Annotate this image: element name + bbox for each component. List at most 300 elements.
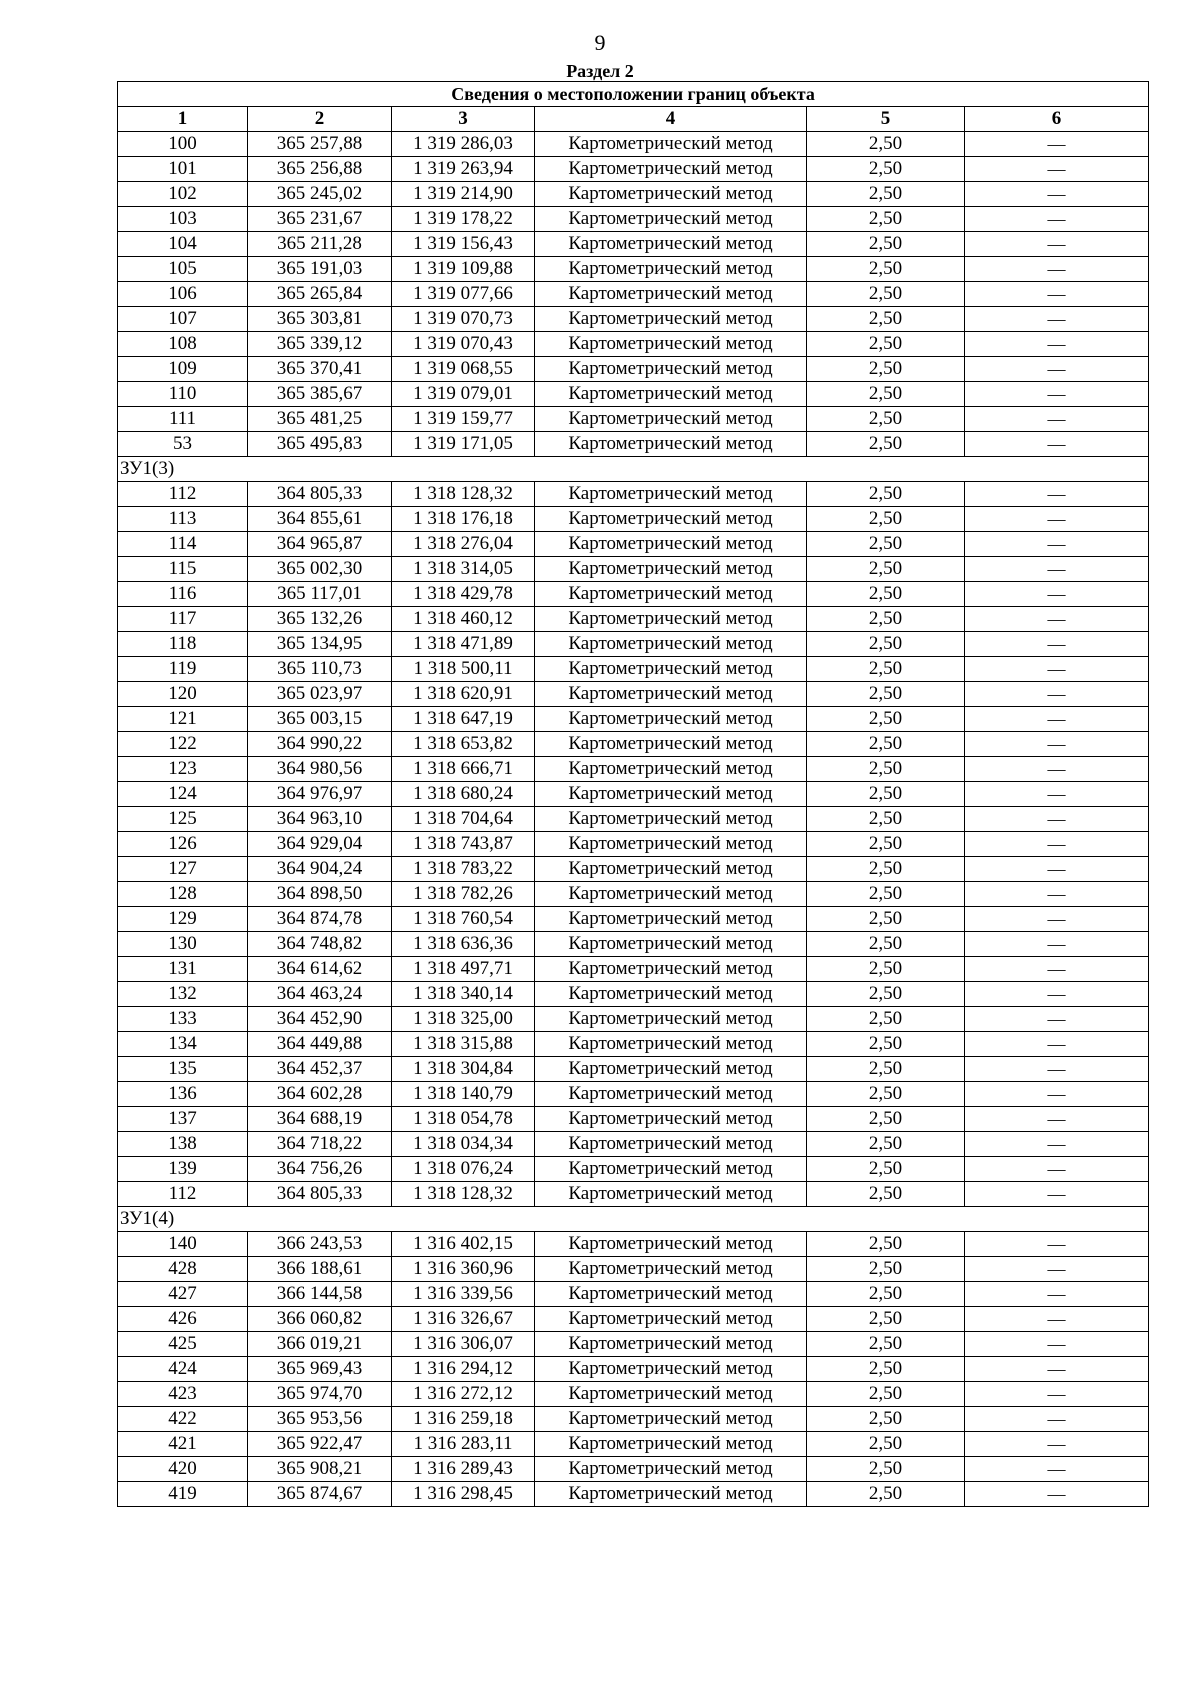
- accuracy-cell: 2,50: [807, 1282, 965, 1307]
- accuracy-cell: 2,50: [807, 182, 965, 207]
- x-coordinate-cell: 365 257,88: [248, 132, 392, 157]
- description-cell: —: [965, 432, 1149, 457]
- x-coordinate-cell: 364 449,88: [248, 1032, 392, 1057]
- x-coordinate-cell: 365 231,67: [248, 207, 392, 232]
- x-coordinate-cell: 365 974,70: [248, 1382, 392, 1407]
- method-cell: Картометрический метод: [535, 157, 807, 182]
- y-coordinate-cell: 1 318 783,22: [392, 857, 535, 882]
- accuracy-cell: 2,50: [807, 1082, 965, 1107]
- y-coordinate-cell: 1 319 068,55: [392, 357, 535, 382]
- accuracy-cell: 2,50: [807, 1382, 965, 1407]
- accuracy-cell: 2,50: [807, 1132, 965, 1157]
- description-cell: —: [965, 357, 1149, 382]
- accuracy-cell: 2,50: [807, 507, 965, 532]
- point-number-cell: 137: [118, 1107, 248, 1132]
- y-coordinate-cell: 1 316 259,18: [392, 1407, 535, 1432]
- description-cell: —: [965, 707, 1149, 732]
- y-coordinate-cell: 1 318 680,24: [392, 782, 535, 807]
- y-coordinate-cell: 1 316 272,12: [392, 1382, 535, 1407]
- point-number-cell: 116: [118, 582, 248, 607]
- table-row: [118, 232, 1149, 257]
- y-coordinate-cell: 1 316 326,67: [392, 1307, 535, 1332]
- table-row: [118, 632, 1149, 657]
- table-row: [118, 1057, 1149, 1082]
- accuracy-cell: 2,50: [807, 1057, 965, 1082]
- table-row: [118, 1132, 1149, 1157]
- accuracy-cell: 2,50: [807, 207, 965, 232]
- method-cell: Картометрический метод: [535, 1132, 807, 1157]
- description-cell: —: [965, 257, 1149, 282]
- method-cell: Картометрический метод: [535, 1032, 807, 1057]
- accuracy-cell: 2,50: [807, 1032, 965, 1057]
- table-row: [118, 1082, 1149, 1107]
- table-row: [118, 832, 1149, 857]
- y-coordinate-cell: 1 318 276,04: [392, 532, 535, 557]
- point-number-cell: 427: [118, 1282, 248, 1307]
- y-coordinate-cell: 1 319 070,43: [392, 332, 535, 357]
- y-coordinate-cell: 1 316 294,12: [392, 1357, 535, 1382]
- description-cell: —: [965, 207, 1149, 232]
- accuracy-cell: 2,50: [807, 782, 965, 807]
- x-coordinate-cell: 365 481,25: [248, 407, 392, 432]
- method-cell: Картометрический метод: [535, 1257, 807, 1282]
- table-row: [118, 1282, 1149, 1307]
- accuracy-cell: 2,50: [807, 757, 965, 782]
- accuracy-cell: 2,50: [807, 282, 965, 307]
- method-cell: Картометрический метод: [535, 1182, 807, 1207]
- y-coordinate-cell: 1 318 500,11: [392, 657, 535, 682]
- table-row: [118, 332, 1149, 357]
- x-coordinate-cell: 364 748,82: [248, 932, 392, 957]
- y-coordinate-cell: 1 318 429,78: [392, 582, 535, 607]
- accuracy-cell: 2,50: [807, 1182, 965, 1207]
- accuracy-cell: 2,50: [807, 732, 965, 757]
- y-coordinate-cell: 1 319 171,05: [392, 432, 535, 457]
- accuracy-cell: 2,50: [807, 857, 965, 882]
- accuracy-cell: 2,50: [807, 882, 965, 907]
- point-number-cell: 109: [118, 357, 248, 382]
- accuracy-cell: 2,50: [807, 682, 965, 707]
- point-number-cell: 425: [118, 1332, 248, 1357]
- table-row: [118, 182, 1149, 207]
- y-coordinate-cell: 1 318 315,88: [392, 1032, 535, 1057]
- x-coordinate-cell: 365 002,30: [248, 557, 392, 582]
- description-cell: —: [965, 557, 1149, 582]
- y-coordinate-cell: 1 318 666,71: [392, 757, 535, 782]
- description-cell: —: [965, 1057, 1149, 1082]
- point-number-cell: 114: [118, 532, 248, 557]
- x-coordinate-cell: 364 688,19: [248, 1107, 392, 1132]
- x-coordinate-cell: 366 060,82: [248, 1307, 392, 1332]
- table-row: [118, 1407, 1149, 1432]
- y-coordinate-cell: 1 318 497,71: [392, 957, 535, 982]
- table-row: [118, 1432, 1149, 1457]
- table-row: [118, 1357, 1149, 1382]
- point-number-cell: 138: [118, 1132, 248, 1157]
- x-coordinate-cell: 365 922,47: [248, 1432, 392, 1457]
- x-coordinate-cell: 364 463,24: [248, 982, 392, 1007]
- accuracy-cell: 2,50: [807, 232, 965, 257]
- description-cell: —: [965, 1382, 1149, 1407]
- description-cell: —: [965, 982, 1149, 1007]
- method-cell: Картометрический метод: [535, 1157, 807, 1182]
- x-coordinate-cell: 366 188,61: [248, 1257, 392, 1282]
- table-row: [118, 1482, 1149, 1507]
- x-coordinate-cell: 364 718,22: [248, 1132, 392, 1157]
- table-row: [118, 207, 1149, 232]
- accuracy-cell: 2,50: [807, 532, 965, 557]
- method-cell: Картометрический метод: [535, 757, 807, 782]
- description-cell: —: [965, 782, 1149, 807]
- column-header: 5: [807, 107, 965, 132]
- description-cell: —: [965, 1132, 1149, 1157]
- column-header: 6: [965, 107, 1149, 132]
- point-number-cell: 139: [118, 1157, 248, 1182]
- x-coordinate-cell: 366 243,53: [248, 1232, 392, 1257]
- accuracy-cell: 2,50: [807, 557, 965, 582]
- point-number-cell: 123: [118, 757, 248, 782]
- point-number-cell: 136: [118, 1082, 248, 1107]
- accuracy-cell: 2,50: [807, 607, 965, 632]
- table-row: [118, 382, 1149, 407]
- method-cell: Картометрический метод: [535, 182, 807, 207]
- accuracy-cell: 2,50: [807, 482, 965, 507]
- accuracy-cell: 2,50: [807, 132, 965, 157]
- y-coordinate-cell: 1 319 070,73: [392, 307, 535, 332]
- method-cell: Картометрический метод: [535, 1332, 807, 1357]
- accuracy-cell: 2,50: [807, 982, 965, 1007]
- description-cell: —: [965, 1107, 1149, 1132]
- x-coordinate-cell: 364 990,22: [248, 732, 392, 757]
- method-cell: Картометрический метод: [535, 682, 807, 707]
- y-coordinate-cell: 1 318 782,26: [392, 882, 535, 907]
- table-row: [118, 1307, 1149, 1332]
- y-coordinate-cell: 1 318 636,36: [392, 932, 535, 957]
- accuracy-cell: 2,50: [807, 1307, 965, 1332]
- x-coordinate-cell: 365 908,21: [248, 1457, 392, 1482]
- x-coordinate-cell: 365 265,84: [248, 282, 392, 307]
- description-cell: —: [965, 1257, 1149, 1282]
- x-coordinate-cell: 364 756,26: [248, 1157, 392, 1182]
- table-row: [118, 582, 1149, 607]
- group-row: [118, 457, 1149, 482]
- table-row: [118, 307, 1149, 332]
- description-cell: —: [965, 657, 1149, 682]
- x-coordinate-cell: 364 898,50: [248, 882, 392, 907]
- table-row: [118, 1457, 1149, 1482]
- x-coordinate-cell: 365 132,26: [248, 607, 392, 632]
- column-header: 3: [392, 107, 535, 132]
- x-coordinate-cell: 364 805,33: [248, 482, 392, 507]
- accuracy-cell: 2,50: [807, 957, 965, 982]
- accuracy-cell: 2,50: [807, 1332, 965, 1357]
- table-row: [118, 732, 1149, 757]
- accuracy-cell: 2,50: [807, 932, 965, 957]
- method-cell: Картометрический метод: [535, 132, 807, 157]
- method-cell: Картометрический метод: [535, 357, 807, 382]
- description-cell: —: [965, 407, 1149, 432]
- table-row: [118, 157, 1149, 182]
- accuracy-cell: 2,50: [807, 1482, 965, 1507]
- point-number-cell: 422: [118, 1407, 248, 1432]
- x-coordinate-cell: 364 874,78: [248, 907, 392, 932]
- description-cell: —: [965, 1457, 1149, 1482]
- accuracy-cell: 2,50: [807, 907, 965, 932]
- y-coordinate-cell: 1 316 289,43: [392, 1457, 535, 1482]
- method-cell: Картометрический метод: [535, 1007, 807, 1032]
- description-cell: —: [965, 157, 1149, 182]
- method-cell: Картометрический метод: [535, 1282, 807, 1307]
- column-header: 1: [118, 107, 248, 132]
- point-number-cell: 112: [118, 1182, 248, 1207]
- y-coordinate-cell: 1 318 054,78: [392, 1107, 535, 1132]
- x-coordinate-cell: 365 211,28: [248, 232, 392, 257]
- x-coordinate-cell: 365 953,56: [248, 1407, 392, 1432]
- y-coordinate-cell: 1 318 760,54: [392, 907, 535, 932]
- y-coordinate-cell: 1 319 109,88: [392, 257, 535, 282]
- point-number-cell: 102: [118, 182, 248, 207]
- y-coordinate-cell: 1 319 077,66: [392, 282, 535, 307]
- method-cell: Картометрический метод: [535, 1307, 807, 1332]
- x-coordinate-cell: 364 980,56: [248, 757, 392, 782]
- table-row: [118, 982, 1149, 1007]
- method-cell: Картометрический метод: [535, 307, 807, 332]
- method-cell: Картометрический метод: [535, 1357, 807, 1382]
- point-number-cell: 110: [118, 382, 248, 407]
- point-number-cell: 423: [118, 1382, 248, 1407]
- description-cell: —: [965, 1082, 1149, 1107]
- point-number-cell: 113: [118, 507, 248, 532]
- table-row: [118, 1382, 1149, 1407]
- table-row: [118, 407, 1149, 432]
- point-number-cell: 106: [118, 282, 248, 307]
- table-row: [118, 1032, 1149, 1057]
- point-number-cell: 428: [118, 1257, 248, 1282]
- accuracy-cell: 2,50: [807, 307, 965, 332]
- accuracy-cell: 2,50: [807, 1432, 965, 1457]
- point-number-cell: 53: [118, 432, 248, 457]
- table-row: [118, 857, 1149, 882]
- method-cell: Картометрический метод: [535, 982, 807, 1007]
- x-coordinate-cell: 366 019,21: [248, 1332, 392, 1357]
- method-cell: Картометрический метод: [535, 907, 807, 932]
- table-body: [118, 132, 1149, 1507]
- x-coordinate-cell: 365 191,03: [248, 257, 392, 282]
- description-cell: —: [965, 907, 1149, 932]
- x-coordinate-cell: 364 602,28: [248, 1082, 392, 1107]
- table-row: [118, 757, 1149, 782]
- description-cell: —: [965, 607, 1149, 632]
- accuracy-cell: 2,50: [807, 582, 965, 607]
- description-cell: —: [965, 1332, 1149, 1357]
- table-row: [118, 557, 1149, 582]
- method-cell: Картометрический метод: [535, 832, 807, 857]
- accuracy-cell: 2,50: [807, 332, 965, 357]
- table-row: [118, 707, 1149, 732]
- y-coordinate-cell: 1 318 176,18: [392, 507, 535, 532]
- y-coordinate-cell: 1 318 128,32: [392, 482, 535, 507]
- method-cell: Картометрический метод: [535, 582, 807, 607]
- table-row: [118, 482, 1149, 507]
- method-cell: Картометрический метод: [535, 1407, 807, 1432]
- x-coordinate-cell: 365 117,01: [248, 582, 392, 607]
- description-cell: —: [965, 1032, 1149, 1057]
- x-coordinate-cell: 365 134,95: [248, 632, 392, 657]
- description-cell: —: [965, 132, 1149, 157]
- point-number-cell: 126: [118, 832, 248, 857]
- table-row: [118, 532, 1149, 557]
- table-row: [118, 657, 1149, 682]
- accuracy-cell: 2,50: [807, 432, 965, 457]
- point-number-cell: 135: [118, 1057, 248, 1082]
- y-coordinate-cell: 1 316 360,96: [392, 1257, 535, 1282]
- method-cell: Картометрический метод: [535, 932, 807, 957]
- description-cell: —: [965, 332, 1149, 357]
- point-number-cell: 107: [118, 307, 248, 332]
- description-cell: —: [965, 1282, 1149, 1307]
- point-number-cell: 128: [118, 882, 248, 907]
- method-cell: Картометрический метод: [535, 732, 807, 757]
- method-cell: Картометрический метод: [535, 1082, 807, 1107]
- accuracy-cell: 2,50: [807, 157, 965, 182]
- table-row: [118, 957, 1149, 982]
- accuracy-cell: 2,50: [807, 257, 965, 282]
- method-cell: Картометрический метод: [535, 207, 807, 232]
- y-coordinate-cell: 1 316 283,11: [392, 1432, 535, 1457]
- table-row: [118, 907, 1149, 932]
- method-cell: Картометрический метод: [535, 1457, 807, 1482]
- y-coordinate-cell: 1 318 620,91: [392, 682, 535, 707]
- description-cell: —: [965, 932, 1149, 957]
- table-row: [118, 257, 1149, 282]
- description-cell: —: [965, 532, 1149, 557]
- method-cell: Картометрический метод: [535, 657, 807, 682]
- point-number-cell: 122: [118, 732, 248, 757]
- table-row: [118, 132, 1149, 157]
- point-number-cell: 100: [118, 132, 248, 157]
- y-coordinate-cell: 1 318 034,34: [392, 1132, 535, 1157]
- y-coordinate-cell: 1 318 653,82: [392, 732, 535, 757]
- accuracy-cell: 2,50: [807, 1157, 965, 1182]
- x-coordinate-cell: 364 855,61: [248, 507, 392, 532]
- method-cell: Картометрический метод: [535, 957, 807, 982]
- method-cell: Картометрический метод: [535, 782, 807, 807]
- table-row: [118, 357, 1149, 382]
- point-number-cell: 424: [118, 1357, 248, 1382]
- point-number-cell: 426: [118, 1307, 248, 1332]
- point-number-cell: 140: [118, 1232, 248, 1257]
- description-cell: —: [965, 882, 1149, 907]
- accuracy-cell: 2,50: [807, 632, 965, 657]
- table-row: [118, 282, 1149, 307]
- description-cell: —: [965, 1007, 1149, 1032]
- point-number-cell: 121: [118, 707, 248, 732]
- description-cell: —: [965, 1407, 1149, 1432]
- method-cell: Картометрический метод: [535, 1432, 807, 1457]
- description-cell: —: [965, 632, 1149, 657]
- x-coordinate-cell: 364 452,37: [248, 1057, 392, 1082]
- x-coordinate-cell: 364 965,87: [248, 532, 392, 557]
- x-coordinate-cell: 365 003,15: [248, 707, 392, 732]
- method-cell: Картометрический метод: [535, 857, 807, 882]
- point-number-cell: 117: [118, 607, 248, 632]
- description-cell: —: [965, 807, 1149, 832]
- y-coordinate-cell: 1 316 298,45: [392, 1482, 535, 1507]
- point-number-cell: 131: [118, 957, 248, 982]
- method-cell: Картометрический метод: [535, 607, 807, 632]
- method-cell: Картометрический метод: [535, 1232, 807, 1257]
- description-cell: —: [965, 757, 1149, 782]
- table-row: [118, 607, 1149, 632]
- table-row: [118, 1007, 1149, 1032]
- accuracy-cell: 2,50: [807, 357, 965, 382]
- point-number-cell: 115: [118, 557, 248, 582]
- x-coordinate-cell: 364 976,97: [248, 782, 392, 807]
- y-coordinate-cell: 1 318 647,19: [392, 707, 535, 732]
- description-cell: —: [965, 957, 1149, 982]
- point-number-cell: 118: [118, 632, 248, 657]
- point-number-cell: 101: [118, 157, 248, 182]
- description-cell: —: [965, 182, 1149, 207]
- y-coordinate-cell: 1 319 286,03: [392, 132, 535, 157]
- point-number-cell: 111: [118, 407, 248, 432]
- accuracy-cell: 2,50: [807, 1257, 965, 1282]
- y-coordinate-cell: 1 319 079,01: [392, 382, 535, 407]
- method-cell: Картометрический метод: [535, 707, 807, 732]
- point-number-cell: 420: [118, 1457, 248, 1482]
- page-number: 9: [594, 30, 606, 55]
- point-number-cell: 132: [118, 982, 248, 1007]
- point-number-cell: 127: [118, 857, 248, 882]
- description-cell: —: [965, 307, 1149, 332]
- x-coordinate-cell: 365 385,67: [248, 382, 392, 407]
- x-coordinate-cell: 365 874,67: [248, 1482, 392, 1507]
- method-cell: Картометрический метод: [535, 382, 807, 407]
- point-number-cell: 125: [118, 807, 248, 832]
- accuracy-cell: 2,50: [807, 1407, 965, 1432]
- x-coordinate-cell: 365 303,81: [248, 307, 392, 332]
- method-cell: Картометрический метод: [535, 332, 807, 357]
- description-cell: —: [965, 857, 1149, 882]
- description-cell: —: [965, 1482, 1149, 1507]
- x-coordinate-cell: 364 614,62: [248, 957, 392, 982]
- description-cell: —: [965, 1432, 1149, 1457]
- method-cell: Картометрический метод: [535, 257, 807, 282]
- x-coordinate-cell: 364 904,24: [248, 857, 392, 882]
- accuracy-cell: 2,50: [807, 1107, 965, 1132]
- x-coordinate-cell: 365 256,88: [248, 157, 392, 182]
- method-cell: Картометрический метод: [535, 232, 807, 257]
- x-coordinate-cell: 364 805,33: [248, 1182, 392, 1207]
- point-number-cell: 133: [118, 1007, 248, 1032]
- point-number-cell: 421: [118, 1432, 248, 1457]
- x-coordinate-cell: 365 495,83: [248, 432, 392, 457]
- y-coordinate-cell: 1 318 325,00: [392, 1007, 535, 1032]
- y-coordinate-cell: 1 318 314,05: [392, 557, 535, 582]
- table-row: [118, 932, 1149, 957]
- point-number-cell: 129: [118, 907, 248, 932]
- table-row: [118, 432, 1149, 457]
- point-number-cell: 104: [118, 232, 248, 257]
- x-coordinate-cell: 364 929,04: [248, 832, 392, 857]
- description-cell: —: [965, 382, 1149, 407]
- x-coordinate-cell: 365 969,43: [248, 1357, 392, 1382]
- table-row: [118, 782, 1149, 807]
- accuracy-cell: 2,50: [807, 382, 965, 407]
- point-number-cell: 124: [118, 782, 248, 807]
- x-coordinate-cell: 364 452,90: [248, 1007, 392, 1032]
- point-number-cell: 119: [118, 657, 248, 682]
